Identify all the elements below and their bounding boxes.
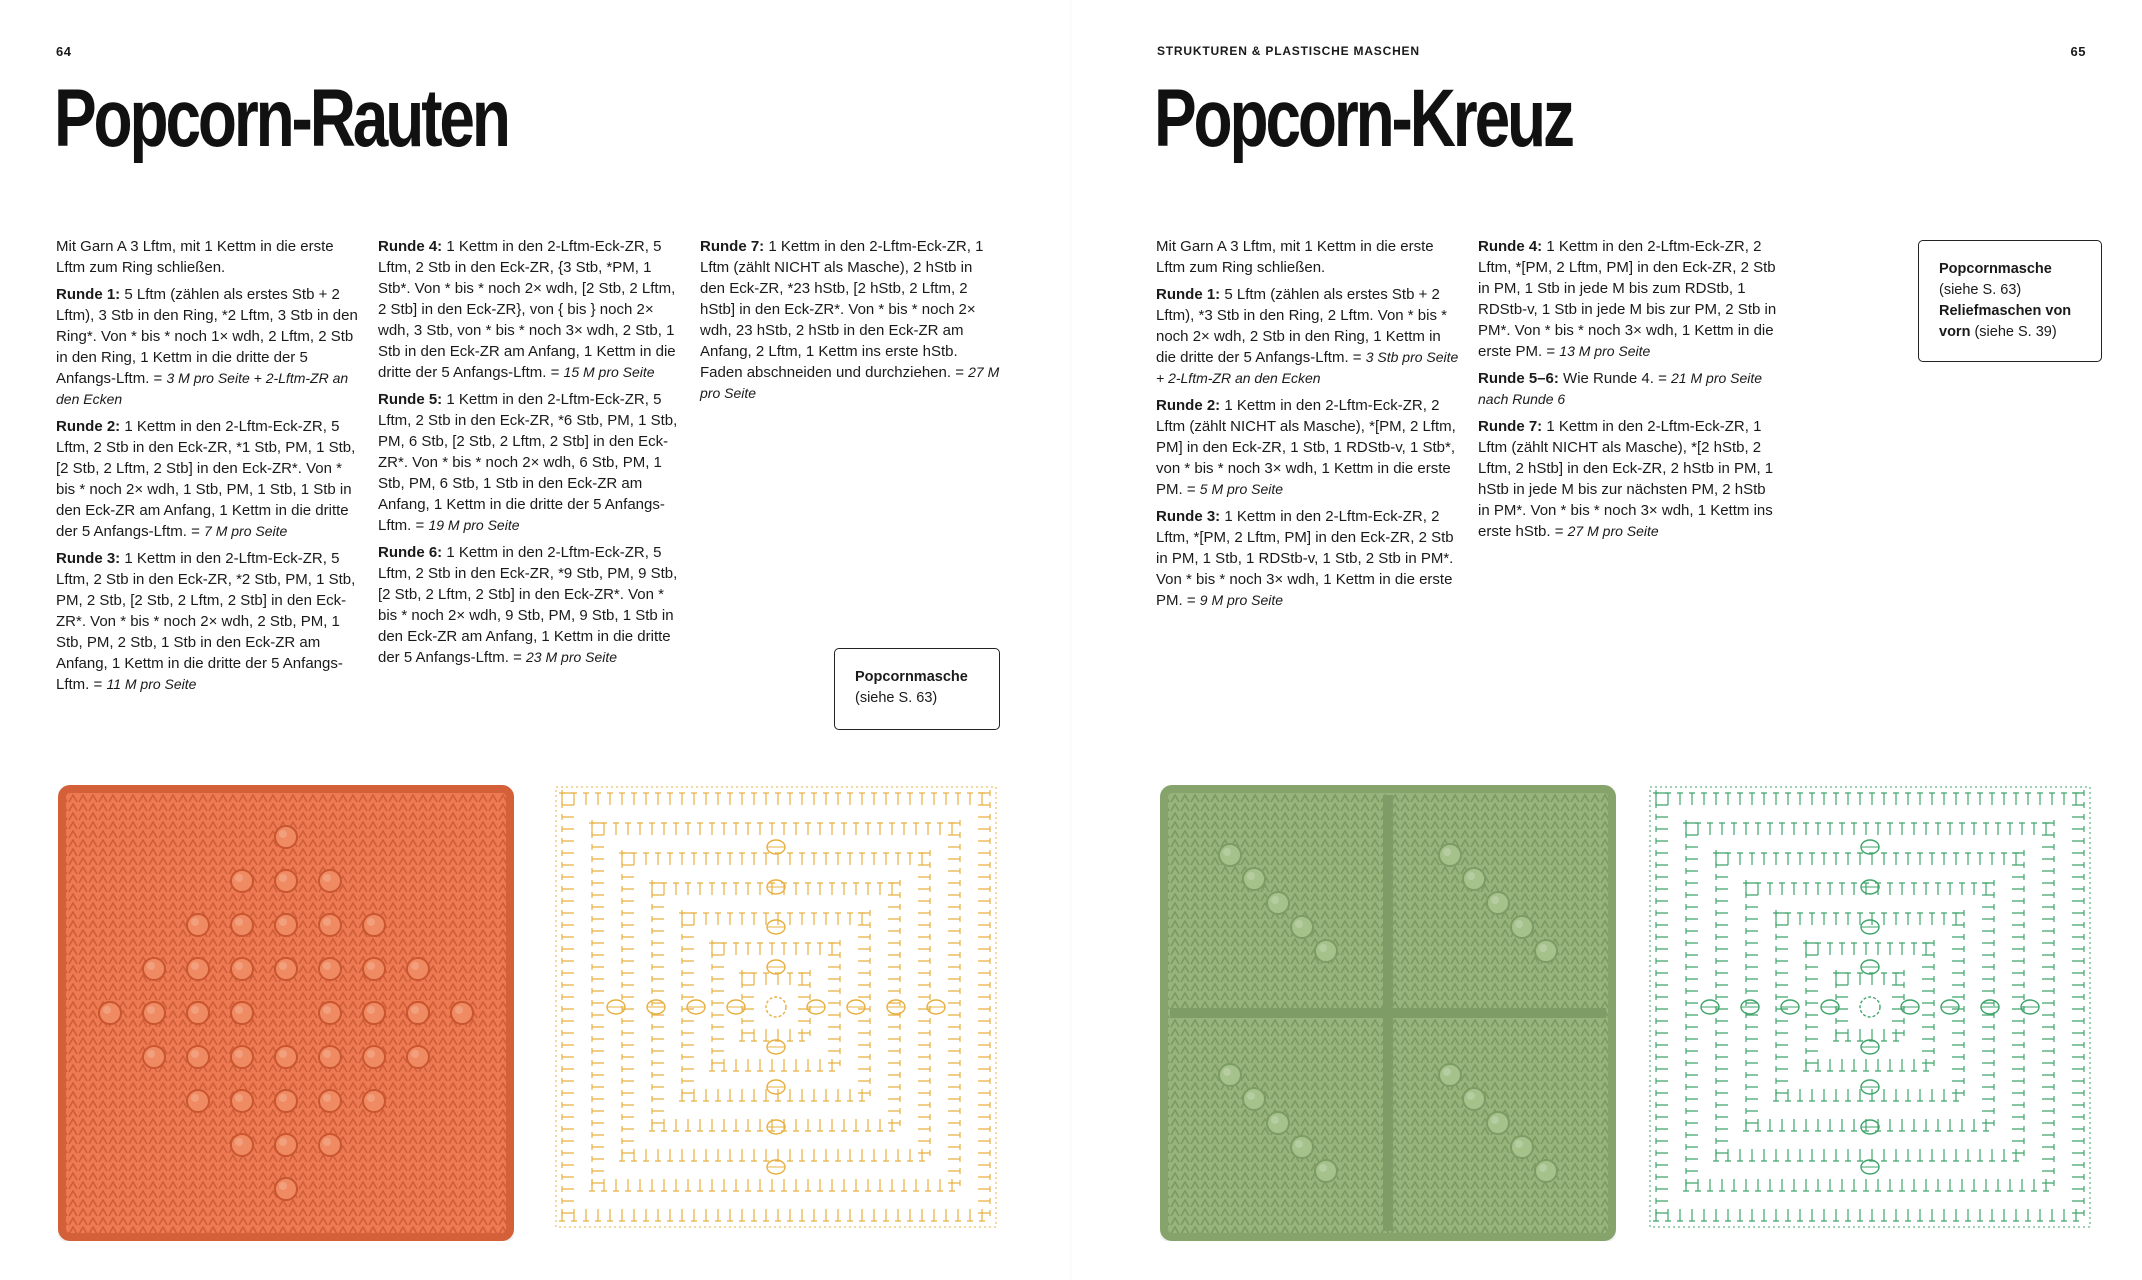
round-paragraph: Runde 3: 1 Kettm in den 2-Lftm-Eck-ZR, 2 Lftm, *[PM, 2 Lftm, PM] in den Eck-ZR, 2 Stb in PM, 1 Stb, 1 RDStb-v, 1 Stb, 2 Stb in PM*. Von * bis * noch 3× wdh, 1 Kettm in die erste PM. = 9 M pro Seite <box>1156 508 1454 609</box>
intro-text-right: Mit Garn A 3 Lftm, mit 1 Kettm in die erste Lftm zum Ring schließen. <box>1156 238 1434 276</box>
round-paragraph: Runde 3: 1 Kettm in den 2-Lftm-Eck-ZR, 5 Lftm, 2 Stb in den Eck-ZR, *2 Stb, PM, 1 Stb, PM, 2 Stb, [2 Stb, 2 Lftm, 2 Stb] in den Eck-ZR*. Von * bis * noch 2× wdh, 2 Stb, PM, 1 Stb, PM, 2 Stb, 1 Stb in den Eck-ZR am Anfang, 1 Kettm in die dritte der 5 Anfangs-Lftm. = 11 M pro Seite <box>56 550 356 693</box>
green-crochet-square-photo <box>1160 785 1616 1241</box>
round-paragraph: Runde 2: 1 Kettm in den 2-Lftm-Eck-ZR, 2 Lftm (zählt NICHT als Masche), *[PM, 2 Lftm, PM] in den Eck-ZR, 1 Stb, 1 RDStb-v, 1 Stb*, von * bis * noch 3× wdh, 1 Kettm in die erste PM. = 5 M pro Seite <box>1156 397 1456 498</box>
round-paragraph: Runde 2: 1 Kettm in den 2-Lftm-Eck-ZR, 5 Lftm, 2 Stb in den Eck-ZR, *1 Stb, PM, 1 Stb, [2 Stb, 2 Lftm, 2 Stb] in den Eck-ZR*. Von * bis * noch 2× wdh, 1 Stb, PM, 1 Stb, 1 Stb in den Eck-ZR am Anfang, 1 Kettm in die dritte der 5 Anfangs-Lftm. = 7 M pro Seite <box>56 418 356 540</box>
round-paragraph: Runde 1: 5 Lftm (zählen als erstes Stb + 2 Lftm), 3 Stb in den Ring, *2 Lftm, 3 Stb in den Ring*. Von * bis * noch 1× wdh, 2 Lftm, 2 Stb in den Ring, 1 Kettm in die dritte der 5 Anfangs-Lftm. = 3 M pro Seite + 2-Lftm-ZR an den Ecken <box>56 286 358 407</box>
round-paragraph: Runde 6: 1 Kettm in den 2-Lftm-Eck-ZR, 5 Lftm, 2 Stb in den Eck-ZR, *9 Stb, PM, 9 Stb, [2 Stb, 2 Lftm, 2 Stb] in den Eck-ZR*. Von * bis * noch 2× wdh, 9 Stb, PM, 9 Stb, 1 Stb in den Eck-ZR am Anfang, 1 Kettm in die dritte der 5 Anfangs-Lftm. = 23 M pro Seite <box>378 544 678 666</box>
instructions-col-3-left <box>700 236 1000 410</box>
round-paragraph: Runde 7: 1 Kettm in den 2-Lftm-Eck-ZR, 1 Lftm (zählt NICHT als Masche), *[2 hStb, 2 Lftm, 2 hStb] in den Eck-ZR, 2 hStb in PM, 1 hStb in jede M bis zur nächsten PM, 2 hStb in PM*. Von * bis * noch 3× wdh, 1 Kettm ins erste hStb. = 27 M pro Seite <box>1478 418 1774 540</box>
reference-box-left: Popcornmasche (siehe S. 63) <box>834 648 1000 730</box>
page-number-left: 64 <box>56 44 72 59</box>
page-title-right: Popcorn-Kreuz <box>1154 73 1572 164</box>
round-paragraph: Runde 1: 5 Lftm (zählen als erstes Stb + 2 Lftm), *3 Stb in den Ring, 2 Lftm. Von * bis * noch 2× wdh, 2 Stb in den Ring, 1 Kettm in die dritte der 5 Anfangs-Lftm. = 3 Stb pro Seite + 2-Lftm-ZR an den Ecken <box>1156 286 1459 386</box>
round-paragraph: Runde 4: 1 Kettm in den 2-Lftm-Eck-ZR, 2 Lftm, *[PM, 2 Lftm, PM] in den Eck-ZR, 2 Stb in PM, 1 Stb in jede M bis zum RDStb, 1 RDStb-v, 1 Stb in jede M bis zur PM, 2 Stb in PM*. Von * bis * noch 3× wdh, 1 Kettm in die erste PM. = 13 M pro Seite <box>1478 238 1777 360</box>
page-title-left: Popcorn-Rauten <box>54 73 508 164</box>
instructions-col-1-left <box>56 236 362 701</box>
round-paragraph: Runde 7: 1 Kettm in den 2-Lftm-Eck-ZR, 1 Lftm (zählt NICHT als Masche), 2 hStb in den Eck-ZR, *23 hStb, [2 hStb, 2 Lftm, 2 hStb] in den Eck-ZR*. Von * bis * noch 2× wdh, 23 hStb, 2 hStb in den Eck-ZR am Anfang, 2 Lftm, 1 Kettm ins erste hStb. Faden abschneiden und durchziehen. = 27 M pro Seite <box>700 238 1000 401</box>
book-gutter <box>1070 0 1072 1280</box>
running-head: STRUKTUREN & PLASTISCHE MASCHEN <box>1157 44 1420 58</box>
page-number-right: 65 <box>2070 44 2086 59</box>
instructions-col-1-right <box>1156 236 1462 617</box>
orange-crochet-chart <box>554 785 998 1229</box>
round-paragraph: Runde 5: 1 Kettm in den 2-Lftm-Eck-ZR, 5 Lftm, 2 Stb in den Eck-ZR, *6 Stb, PM, 1 Stb, PM, 6 Stb, [2 Stb, 2 Lftm, 2 Stb] in den Eck-ZR*. Von * bis * noch 2× wdh, 6 Stb, PM, 1 Stb, PM, 6 Stb, 1 Stb in den Eck-ZR am Anfang, 1 Kettm in die dritte der 5 Anfangs-Lftm. = 19 M pro Seite <box>378 391 678 534</box>
orange-crochet-square-photo <box>58 785 514 1241</box>
round-paragraph: Runde 4: 1 Kettm in den 2-Lftm-Eck-ZR, 5 Lftm, 2 Stb in den Eck-ZR, {3 Stb, *PM, 1 Stb*. Von * bis * noch 2× wdh, [2 Stb, 2 Lftm, 2 Stb] in den Eck-ZR}, von { bis } noch 2× wdh, 3 Stb, von * bis * noch 3× wdh, 2 Stb, 1 Stb in den Eck-ZR am Anfang, 1 Kettm in die dritte der 5 Anfangs-Lftm. = 15 M pro Seite <box>378 238 676 381</box>
instructions-col-2-right <box>1478 236 1780 548</box>
reference-box-right: Popcornmasche (siehe S. 63) Reliefmaschen von vorn (siehe S. 39) <box>1918 240 2102 362</box>
round-paragraph: Runde 5–6: Wie Runde 4. = 21 M pro Seite nach Runde 6 <box>1478 370 1763 407</box>
instructions-col-2-left <box>378 236 680 674</box>
green-crochet-chart <box>1648 785 2092 1229</box>
intro-text-left: Mit Garn A 3 Lftm, mit 1 Kettm in die erste Lftm zum Ring schließen. <box>56 238 334 276</box>
